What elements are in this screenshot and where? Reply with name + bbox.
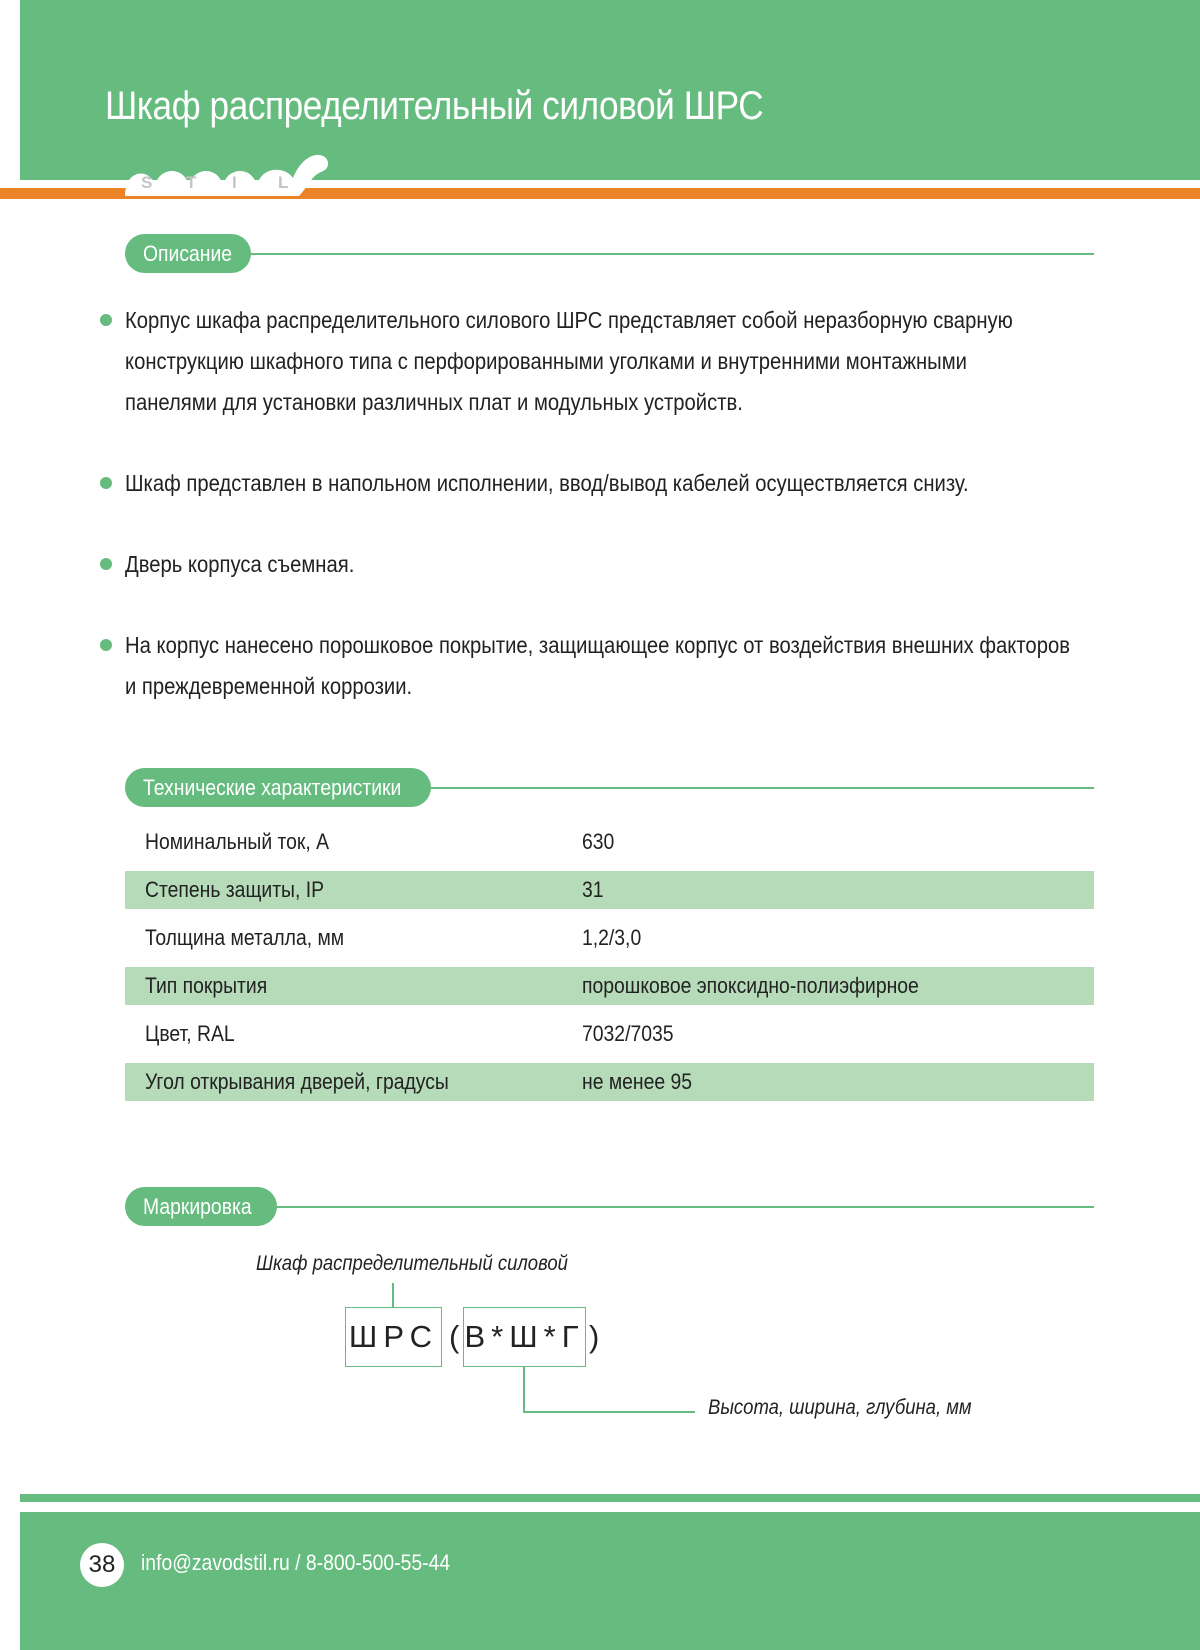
description-heading: Описание <box>125 234 251 273</box>
logo-letter-l: L <box>278 173 289 192</box>
marking-heading: Маркировка <box>125 1187 277 1226</box>
table-row <box>125 914 1094 962</box>
table-row <box>125 818 1094 866</box>
orange-divider-slant <box>0 188 14 199</box>
marking-bottom-label: Высота, ширина, глубина, мм <box>708 1396 972 1419</box>
footer-stripe <box>20 1494 1200 1502</box>
table-row <box>125 871 1094 909</box>
description-list <box>100 300 1100 707</box>
spec-value: 7032/7035 <box>582 1021 674 1046</box>
specs-rule <box>430 787 1094 789</box>
marking-connector-horizontal <box>523 1411 695 1413</box>
spec-value: 630 <box>582 829 615 854</box>
specs-table <box>125 818 1094 1106</box>
marking-paren-open: ( <box>449 1319 460 1354</box>
spec-name: Степень защиты, IP <box>145 877 325 902</box>
list-item: На корпус нанесено порошковое покрытие, защищающее корпус от воздействия внешних факторов и преждевременной коррозии. <box>100 625 1100 707</box>
marking-connector-top <box>392 1283 394 1307</box>
specs-heading: Технические характеристики <box>125 768 431 807</box>
stil-logo <box>125 148 335 204</box>
bullet-dot <box>100 477 112 489</box>
list-item: Шкаф представлен в напольном исполнении, ввод/вывод кабелей осуществляется снизу. <box>100 463 1100 504</box>
footer-banner <box>20 1512 1200 1650</box>
list-item: Корпус шкафа распределительного силового ШРС представляет собой неразборную сварную конструкцию шкафного типа с перфорированными уголками и внутренними монтажными панелями для установки различных плат и модульных устройств. <box>100 300 1100 423</box>
spec-value: 31 <box>582 877 604 902</box>
table-row <box>125 967 1094 1005</box>
logo-letter-t: T <box>186 173 197 192</box>
spec-value: 1,2/3,0 <box>582 925 642 950</box>
page-number: 38 <box>80 1543 124 1587</box>
footer-contact: info@zavodstil.ru / 8-800-500-55-44 <box>141 1550 451 1575</box>
marking-code-box: ШРС <box>345 1307 442 1367</box>
logo-letter-s: S <box>141 173 153 192</box>
table-row <box>125 1063 1094 1101</box>
marking-connector-vertical <box>523 1367 525 1412</box>
spec-name: Тип покрытия <box>145 973 268 998</box>
logo-letter-i: I <box>232 173 237 192</box>
bullet-dot <box>100 558 112 570</box>
marking-diagram <box>250 1252 1000 1435</box>
marking-top-label: Шкаф распределительный силовой <box>256 1252 568 1275</box>
bullet-dot <box>100 639 112 651</box>
marking-paren-close: ) <box>589 1319 600 1354</box>
spec-value: не менее 95 <box>582 1069 693 1094</box>
spec-name: Цвет, RAL <box>145 1021 235 1046</box>
spec-name: Толщина металла, мм <box>145 925 345 950</box>
spec-value: порошковое эпоксидно-полиэфирное <box>582 973 919 998</box>
description-rule <box>250 253 1094 255</box>
bullet-dot <box>100 314 112 326</box>
table-row <box>125 1010 1094 1058</box>
page-title: Шкаф распределительный силовой ШРС <box>105 84 764 128</box>
spec-name: Номинальный ток, А <box>145 829 330 854</box>
marking-dims-box: В*Ш*Г <box>463 1307 586 1367</box>
spec-name: Угол открывания дверей, градусы <box>145 1069 449 1094</box>
marking-rule <box>276 1206 1094 1208</box>
list-item: Дверь корпуса съемная. <box>100 544 1100 585</box>
